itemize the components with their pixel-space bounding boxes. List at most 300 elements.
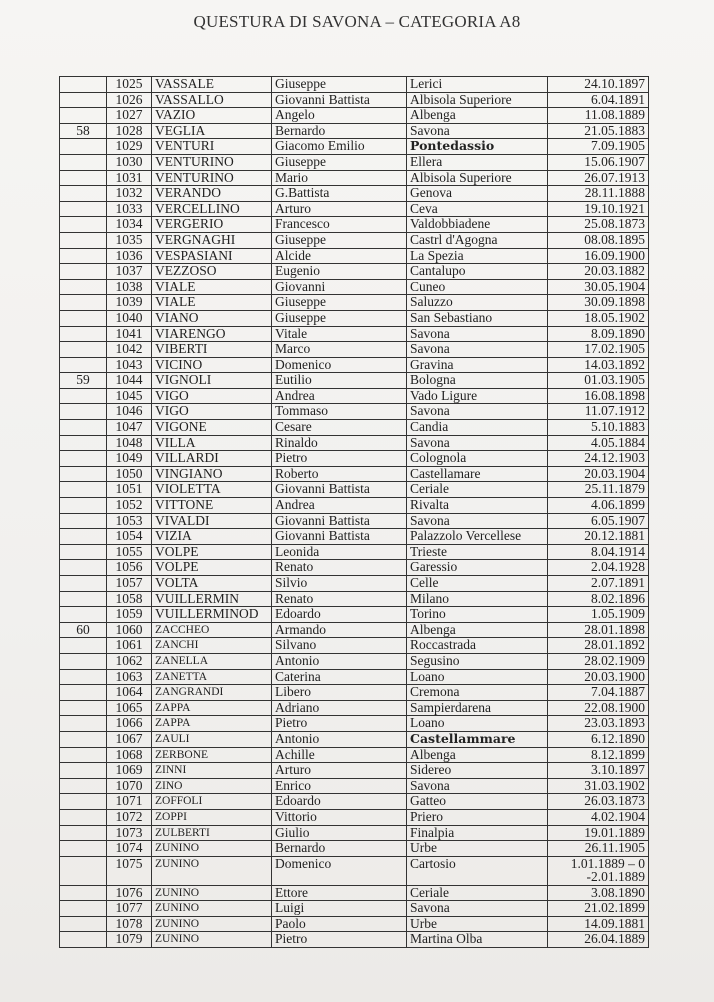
surname-cell: VIGO — [152, 388, 272, 404]
given-name-cell: Renato — [272, 560, 407, 576]
birthdate-cell: 28.02.1909 — [548, 653, 649, 669]
section-cell — [60, 885, 107, 901]
given-name-cell: Arturo — [272, 201, 407, 217]
surname-cell: VIARENGO — [152, 326, 272, 342]
record-number-cell: 1065 — [107, 700, 152, 716]
birthdate-cell: 14.03.1892 — [548, 357, 649, 373]
given-name-cell: Libero — [272, 685, 407, 701]
section-cell: 60 — [60, 622, 107, 638]
birthplace-cell: Gravina — [407, 357, 548, 373]
given-name-cell: Edoardo — [272, 794, 407, 810]
record-number-cell: 1025 — [107, 77, 152, 93]
table-row — [60, 451, 649, 467]
section-cell — [60, 248, 107, 264]
birthdate-cell — [548, 856, 649, 885]
record-number-cell: 1053 — [107, 513, 152, 529]
table-row — [60, 653, 649, 669]
surname-cell: VINGIANO — [152, 466, 272, 482]
record-number-cell: 1072 — [107, 809, 152, 825]
surname-cell: ZINNI — [152, 763, 272, 779]
surname-cell: ZUNINO — [152, 856, 272, 885]
section-cell — [60, 809, 107, 825]
birthplace-cell: Palazzolo Vercellese — [407, 529, 548, 545]
surname-cell: ZAPPA — [152, 716, 272, 732]
surname-cell: VICINO — [152, 357, 272, 373]
table-row — [60, 763, 649, 779]
birthdate-cell: 20.12.1881 — [548, 529, 649, 545]
surname-cell: VEZZOSO — [152, 264, 272, 280]
birthplace-cell: Finalpia — [407, 825, 548, 841]
section-cell — [60, 529, 107, 545]
table-row — [60, 498, 649, 514]
surname-cell: ZUNINO — [152, 916, 272, 932]
birthplace-cell: Garessio — [407, 560, 548, 576]
table-row — [60, 77, 649, 93]
given-name-cell: Giovanni Battista — [272, 513, 407, 529]
table-row — [60, 901, 649, 917]
given-name-cell: G.Battista — [272, 186, 407, 202]
birthplace-cell: Savona — [407, 435, 548, 451]
birthdate-cell: 7.09.1905 — [548, 139, 649, 155]
birthdate-cell: 6.12.1890 — [548, 731, 649, 747]
section-cell — [60, 264, 107, 280]
table-row — [60, 716, 649, 732]
section-cell — [60, 466, 107, 482]
section-cell — [60, 669, 107, 685]
birthplace-cell: Castrl d'Agogna — [407, 232, 548, 248]
surname-cell: VIBERTI — [152, 342, 272, 358]
surname-cell: VIALE — [152, 295, 272, 311]
birthdate-cell: 26.11.1905 — [548, 841, 649, 857]
table-row — [60, 513, 649, 529]
record-number-cell: 1075 — [107, 856, 152, 885]
surname-cell: VOLTA — [152, 576, 272, 592]
given-name-cell: Antonio — [272, 731, 407, 747]
given-name-cell: Leonida — [272, 544, 407, 560]
birthplace-cell: Albenga — [407, 747, 548, 763]
birthdate-cell: 7.04.1887 — [548, 685, 649, 701]
surname-cell: ZOFFOLI — [152, 794, 272, 810]
record-number-cell: 1045 — [107, 388, 152, 404]
table-row — [60, 916, 649, 932]
birthplace-cell: Colognola — [407, 451, 548, 467]
registry-body — [60, 77, 649, 948]
record-number-cell: 1070 — [107, 778, 152, 794]
birthdate-cell: 4.05.1884 — [548, 435, 649, 451]
birthplace-cell: Castellammare — [407, 731, 548, 747]
birthplace-cell: Rivalta — [407, 498, 548, 514]
record-number-cell: 1059 — [107, 607, 152, 623]
birthplace-cell: Cartosio — [407, 856, 548, 885]
birthdate-cell: 20.03.1900 — [548, 669, 649, 685]
birthdate-cell: 11.07.1912 — [548, 404, 649, 420]
surname-cell: ZANGRANDI — [152, 685, 272, 701]
surname-cell: VERGNAGHI — [152, 232, 272, 248]
birthdate-cell: 6.04.1891 — [548, 92, 649, 108]
table-row — [60, 186, 649, 202]
section-cell — [60, 404, 107, 420]
birthdate-cell: 3.10.1897 — [548, 763, 649, 779]
table-row — [60, 529, 649, 545]
surname-cell: ZAULI — [152, 731, 272, 747]
section-cell — [60, 388, 107, 404]
given-name-cell: Giuseppe — [272, 232, 407, 248]
record-number-cell: 1063 — [107, 669, 152, 685]
birthdate-cell: 16.08.1898 — [548, 388, 649, 404]
section-cell — [60, 342, 107, 358]
birthdate-cell: 17.02.1905 — [548, 342, 649, 358]
birthdate-cell: 23.03.1893 — [548, 716, 649, 732]
table-row — [60, 856, 649, 885]
section-cell — [60, 825, 107, 841]
table-row — [60, 747, 649, 763]
birthdate-cell: 01.03.1905 — [548, 373, 649, 389]
birthdate-cell: 31.03.1902 — [548, 778, 649, 794]
birthdate-line-2: -2.01.1889 — [586, 868, 645, 884]
table-row — [60, 466, 649, 482]
given-name-cell: Luigi — [272, 901, 407, 917]
record-number-cell: 1078 — [107, 916, 152, 932]
surname-cell: VOLPE — [152, 560, 272, 576]
birthdate-cell: 16.09.1900 — [548, 248, 649, 264]
table-row — [60, 295, 649, 311]
birthplace-cell: Savona — [407, 326, 548, 342]
surname-cell: VOLPE — [152, 544, 272, 560]
record-number-cell: 1042 — [107, 342, 152, 358]
given-name-cell: Alcide — [272, 248, 407, 264]
record-number-cell: 1062 — [107, 653, 152, 669]
table-row — [60, 885, 649, 901]
table-row — [60, 622, 649, 638]
given-name-cell: Andrea — [272, 498, 407, 514]
record-number-cell: 1041 — [107, 326, 152, 342]
surname-cell: VEGLIA — [152, 123, 272, 139]
birthplace-cell: Trieste — [407, 544, 548, 560]
surname-cell: VESPASIANI — [152, 248, 272, 264]
section-cell — [60, 763, 107, 779]
birthplace-cell: Genova — [407, 186, 548, 202]
table-row — [60, 435, 649, 451]
table-row — [60, 420, 649, 436]
birthdate-cell: 20.03.1904 — [548, 466, 649, 482]
section-cell — [60, 513, 107, 529]
birthdate-cell: 24.12.1903 — [548, 451, 649, 467]
record-number-cell: 1066 — [107, 716, 152, 732]
table-row — [60, 731, 649, 747]
birthdate-cell: 1.05.1909 — [548, 607, 649, 623]
surname-cell: VIGO — [152, 404, 272, 420]
given-name-cell: Domenico — [272, 856, 407, 885]
birthplace-cell: Ceriale — [407, 482, 548, 498]
birthplace-cell: Torino — [407, 607, 548, 623]
surname-cell: VENTURINO — [152, 170, 272, 186]
table-row — [60, 544, 649, 560]
record-number-cell: 1054 — [107, 529, 152, 545]
table-row — [60, 326, 649, 342]
section-cell — [60, 856, 107, 885]
surname-cell: ZUNINO — [152, 932, 272, 948]
section-cell — [60, 901, 107, 917]
birthplace-cell: Albenga — [407, 622, 548, 638]
birthplace-cell: Cantalupo — [407, 264, 548, 280]
surname-cell: ZUNINO — [152, 885, 272, 901]
table-row — [60, 669, 649, 685]
birthdate-cell: 26.03.1873 — [548, 794, 649, 810]
table-row — [60, 794, 649, 810]
record-number-cell: 1049 — [107, 451, 152, 467]
surname-cell: ZUNINO — [152, 901, 272, 917]
section-cell — [60, 638, 107, 654]
surname-cell: VASSALLO — [152, 92, 272, 108]
given-name-cell: Edoardo — [272, 607, 407, 623]
section-cell — [60, 217, 107, 233]
record-number-cell: 1058 — [107, 591, 152, 607]
given-name-cell: Giacomo Emilio — [272, 139, 407, 155]
section-cell — [60, 544, 107, 560]
birthdate-cell: 8.09.1890 — [548, 326, 649, 342]
birthplace-cell: Savona — [407, 404, 548, 420]
birthplace-cell: Albisola Superiore — [407, 170, 548, 186]
birthdate-cell: 20.03.1882 — [548, 264, 649, 280]
section-cell — [60, 560, 107, 576]
birthplace-cell: Candia — [407, 420, 548, 436]
given-name-cell: Andrea — [272, 388, 407, 404]
birthdate-cell: 8.02.1896 — [548, 591, 649, 607]
birthdate-cell: 30.09.1898 — [548, 295, 649, 311]
record-number-cell: 1039 — [107, 295, 152, 311]
birthdate-cell: 3.08.1890 — [548, 885, 649, 901]
record-number-cell: 1038 — [107, 279, 152, 295]
birthdate-cell: 26.04.1889 — [548, 932, 649, 948]
section-cell — [60, 435, 107, 451]
section-cell — [60, 77, 107, 93]
given-name-cell: Caterina — [272, 669, 407, 685]
record-number-cell: 1037 — [107, 264, 152, 280]
birthplace-cell: Savona — [407, 123, 548, 139]
birthdate-cell: 08.08.1895 — [548, 232, 649, 248]
section-cell — [60, 576, 107, 592]
table-row — [60, 232, 649, 248]
table-row — [60, 700, 649, 716]
given-name-cell: Giulio — [272, 825, 407, 841]
section-cell — [60, 778, 107, 794]
given-name-cell: Domenico — [272, 357, 407, 373]
table-row — [60, 170, 649, 186]
section-cell: 59 — [60, 373, 107, 389]
record-number-cell: 1034 — [107, 217, 152, 233]
section-cell — [60, 310, 107, 326]
given-name-cell: Giovanni Battista — [272, 482, 407, 498]
section-cell — [60, 747, 107, 763]
section-cell — [60, 170, 107, 186]
birthdate-cell: 25.11.1879 — [548, 482, 649, 498]
given-name-cell: Giovanni Battista — [272, 529, 407, 545]
table-row — [60, 932, 649, 948]
surname-cell: VIOLETTA — [152, 482, 272, 498]
birthdate-cell: 28.11.1888 — [548, 186, 649, 202]
birthplace-cell: Saluzzo — [407, 295, 548, 311]
section-cell — [60, 451, 107, 467]
table-row — [60, 264, 649, 280]
table-row — [60, 279, 649, 295]
section-cell — [60, 916, 107, 932]
section-cell — [60, 498, 107, 514]
surname-cell: ZANELLA — [152, 653, 272, 669]
record-number-cell: 1071 — [107, 794, 152, 810]
table-row — [60, 201, 649, 217]
table-row — [60, 778, 649, 794]
birthdate-line-1: 1.01.1889 – 0 — [570, 856, 645, 871]
record-number-cell: 1029 — [107, 139, 152, 155]
record-number-cell: 1027 — [107, 108, 152, 124]
birthdate-cell: 4.06.1899 — [548, 498, 649, 514]
birthdate-cell: 18.05.1902 — [548, 310, 649, 326]
record-number-cell: 1036 — [107, 248, 152, 264]
given-name-cell: Pietro — [272, 932, 407, 948]
birthplace-cell: Lerici — [407, 77, 548, 93]
record-number-cell: 1073 — [107, 825, 152, 841]
table-row — [60, 139, 649, 155]
section-cell — [60, 186, 107, 202]
birthplace-cell: Roccastrada — [407, 638, 548, 654]
birthplace-cell: Vado Ligure — [407, 388, 548, 404]
table-row — [60, 482, 649, 498]
record-number-cell: 1068 — [107, 747, 152, 763]
section-cell — [60, 716, 107, 732]
record-number-cell: 1069 — [107, 763, 152, 779]
birthdate-cell: 15.06.1907 — [548, 154, 649, 170]
surname-cell: ZACCHEO — [152, 622, 272, 638]
table-row — [60, 310, 649, 326]
surname-cell: VIGONE — [152, 420, 272, 436]
table-row — [60, 576, 649, 592]
surname-cell: VASSALE — [152, 77, 272, 93]
birthplace-cell: Valdobbiadene — [407, 217, 548, 233]
birthplace-cell: Bologna — [407, 373, 548, 389]
table-row — [60, 388, 649, 404]
record-number-cell: 1057 — [107, 576, 152, 592]
birthplace-cell: Cremona — [407, 685, 548, 701]
given-name-cell: Antonio — [272, 653, 407, 669]
given-name-cell: Rinaldo — [272, 435, 407, 451]
section-cell — [60, 295, 107, 311]
given-name-cell: Angelo — [272, 108, 407, 124]
table-row — [60, 248, 649, 264]
surname-cell: VERCELLINO — [152, 201, 272, 217]
given-name-cell: Ettore — [272, 885, 407, 901]
record-number-cell: 1043 — [107, 357, 152, 373]
birthplace-cell: Segusino — [407, 653, 548, 669]
surname-cell: VIZIA — [152, 529, 272, 545]
record-number-cell: 1047 — [107, 420, 152, 436]
registry-table — [59, 76, 649, 948]
surname-cell: VIALE — [152, 279, 272, 295]
record-number-cell: 1031 — [107, 170, 152, 186]
table-row — [60, 373, 649, 389]
given-name-cell: Vitale — [272, 326, 407, 342]
birthdate-cell: 2.04.1928 — [548, 560, 649, 576]
birthplace-cell: Savona — [407, 901, 548, 917]
table-row — [60, 825, 649, 841]
record-number-cell: 1032 — [107, 186, 152, 202]
birthplace-cell: San Sebastiano — [407, 310, 548, 326]
record-number-cell: 1040 — [107, 310, 152, 326]
table-row — [60, 217, 649, 233]
surname-cell: ZANCHI — [152, 638, 272, 654]
surname-cell: VUILLERMIN — [152, 591, 272, 607]
given-name-cell: Eugenio — [272, 264, 407, 280]
birthplace-cell: Sampierdarena — [407, 700, 548, 716]
birthdate-cell: 28.01.1892 — [548, 638, 649, 654]
record-number-cell: 1076 — [107, 885, 152, 901]
given-name-cell: Silvio — [272, 576, 407, 592]
birthdate-cell: 8.04.1914 — [548, 544, 649, 560]
table-row — [60, 638, 649, 654]
given-name-cell: Renato — [272, 591, 407, 607]
section-cell — [60, 108, 107, 124]
given-name-cell: Pietro — [272, 716, 407, 732]
surname-cell: ZUNINO — [152, 841, 272, 857]
table-row — [60, 92, 649, 108]
given-name-cell: Achille — [272, 747, 407, 763]
section-cell — [60, 841, 107, 857]
birthdate-cell: 4.02.1904 — [548, 809, 649, 825]
table-row — [60, 591, 649, 607]
birthplace-cell: Castellamare — [407, 466, 548, 482]
table-row — [60, 357, 649, 373]
birthplace-cell: Savona — [407, 342, 548, 358]
birthplace-cell: Loano — [407, 716, 548, 732]
given-name-cell: Vittorio — [272, 809, 407, 825]
section-cell — [60, 607, 107, 623]
birthdate-cell: 19.10.1921 — [548, 201, 649, 217]
birthplace-cell: Gatteo — [407, 794, 548, 810]
section-cell — [60, 731, 107, 747]
record-number-cell: 1074 — [107, 841, 152, 857]
given-name-cell: Enrico — [272, 778, 407, 794]
birthdate-cell: 14.09.1881 — [548, 916, 649, 932]
given-name-cell: Francesco — [272, 217, 407, 233]
birthplace-cell: Priero — [407, 809, 548, 825]
section-cell — [60, 794, 107, 810]
section-cell — [60, 92, 107, 108]
record-number-cell: 1051 — [107, 482, 152, 498]
record-number-cell: 1055 — [107, 544, 152, 560]
record-number-cell: 1033 — [107, 201, 152, 217]
given-name-cell: Armando — [272, 622, 407, 638]
record-number-cell: 1079 — [107, 932, 152, 948]
record-number-cell: 1028 — [107, 123, 152, 139]
surname-cell: VIVALDI — [152, 513, 272, 529]
birthplace-cell: Urbe — [407, 841, 548, 857]
given-name-cell: Arturo — [272, 763, 407, 779]
surname-cell: ZOPPI — [152, 809, 272, 825]
birthdate-cell: 21.02.1899 — [548, 901, 649, 917]
given-name-cell: Bernardo — [272, 841, 407, 857]
given-name-cell: Giuseppe — [272, 77, 407, 93]
birthplace-cell: Celle — [407, 576, 548, 592]
section-cell — [60, 201, 107, 217]
record-number-cell: 1077 — [107, 901, 152, 917]
record-number-cell: 1046 — [107, 404, 152, 420]
birthdate-cell: 2.07.1891 — [548, 576, 649, 592]
surname-cell: VENTURINO — [152, 154, 272, 170]
surname-cell: VERGERIO — [152, 217, 272, 233]
section-cell — [60, 482, 107, 498]
given-name-cell: Giuseppe — [272, 310, 407, 326]
given-name-cell: Marco — [272, 342, 407, 358]
record-number-cell: 1064 — [107, 685, 152, 701]
